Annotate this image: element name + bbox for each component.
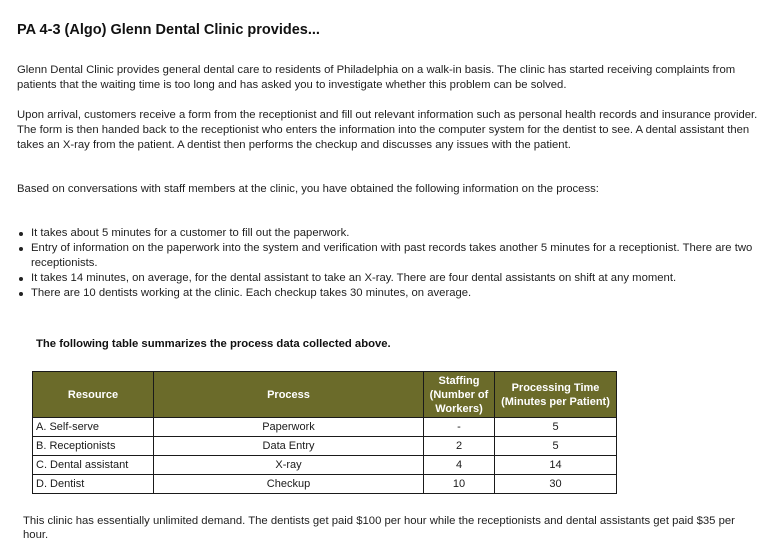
resource-cell: D. Dentist (33, 475, 154, 494)
resource-column-header: Resource (33, 372, 154, 418)
process-facts-list (17, 226, 767, 301)
staffing-cell: 2 (424, 437, 495, 456)
information-lead-paragraph: Based on conversations with staff members at the clinic, you have obtained the following information on the process: (17, 183, 599, 195)
intro-paragraph: Glenn Dental Clinic provides general dental care to residents of Philadelphia on a walk-in basis. The clinic has started receiving complaints from patients that the waiting time is too long and has asked you to investigate whether this problem can be solved. (17, 64, 736, 91)
table-row (33, 437, 617, 456)
processing-time-column-header: Processing Time (Minutes per Patient) (495, 372, 617, 418)
staffing-cell: 10 (424, 475, 495, 494)
process-cell: Data Entry (154, 437, 424, 456)
process-description-paragraph: Upon arrival, customers receive a form from the receptionist and fill out relevant information such as personal health records and insurance provider. The form is then handed back to the receptionist who enters the information into the computer system for the dentist to see. A dental assistant then takes an X-ray from the patient. A dentist then performs the checkup and discusses any issues with the patient. (17, 109, 758, 151)
table-header-row (33, 372, 617, 418)
resource-cell: A. Self-serve (33, 418, 154, 437)
staffing-column-header: Staffing (Number of Workers) (424, 372, 495, 418)
table-row (33, 418, 617, 437)
staffing-cell: - (424, 418, 495, 437)
process-cell: X-ray (154, 456, 424, 475)
process-cell: Checkup (154, 475, 424, 494)
list-item: There are 10 dentists working at the clinic. Each checkup takes 30 minutes, on average. (17, 286, 767, 301)
resource-cell: C. Dental assistant (33, 456, 154, 475)
problem-title: PA 4-3 (Algo) Glenn Dental Clinic provides... (17, 22, 320, 38)
processing-time-cell: 5 (495, 418, 617, 437)
processing-time-cell: 30 (495, 475, 617, 494)
process-column-header: Process (154, 372, 424, 418)
list-item: It takes 14 minutes, on average, for the dental assistant to take an X-ray. There are four dental assistants on shift at any moment. (17, 271, 767, 286)
table-row (33, 475, 617, 494)
pay-rate-note: This clinic has essentially unlimited demand. The dentists get paid $100 per hour while the receptionists and dental assistants get paid $35 per hour. (23, 515, 735, 541)
resource-cell: B. Receptionists (33, 437, 154, 456)
table-row (33, 456, 617, 475)
list-item: It takes about 5 minutes for a customer to fill out the paperwork. (17, 226, 767, 241)
process-cell: Paperwork (154, 418, 424, 437)
staffing-cell: 4 (424, 456, 495, 475)
process-data-table (32, 371, 617, 494)
table-caption: The following table summarizes the process data collected above. (36, 338, 391, 350)
processing-time-cell: 5 (495, 437, 617, 456)
processing-time-cell: 14 (495, 456, 617, 475)
list-item: Entry of information on the paperwork into the system and verification with past records takes another 5 minutes for a receptionist. There are two receptionists. (17, 241, 767, 271)
